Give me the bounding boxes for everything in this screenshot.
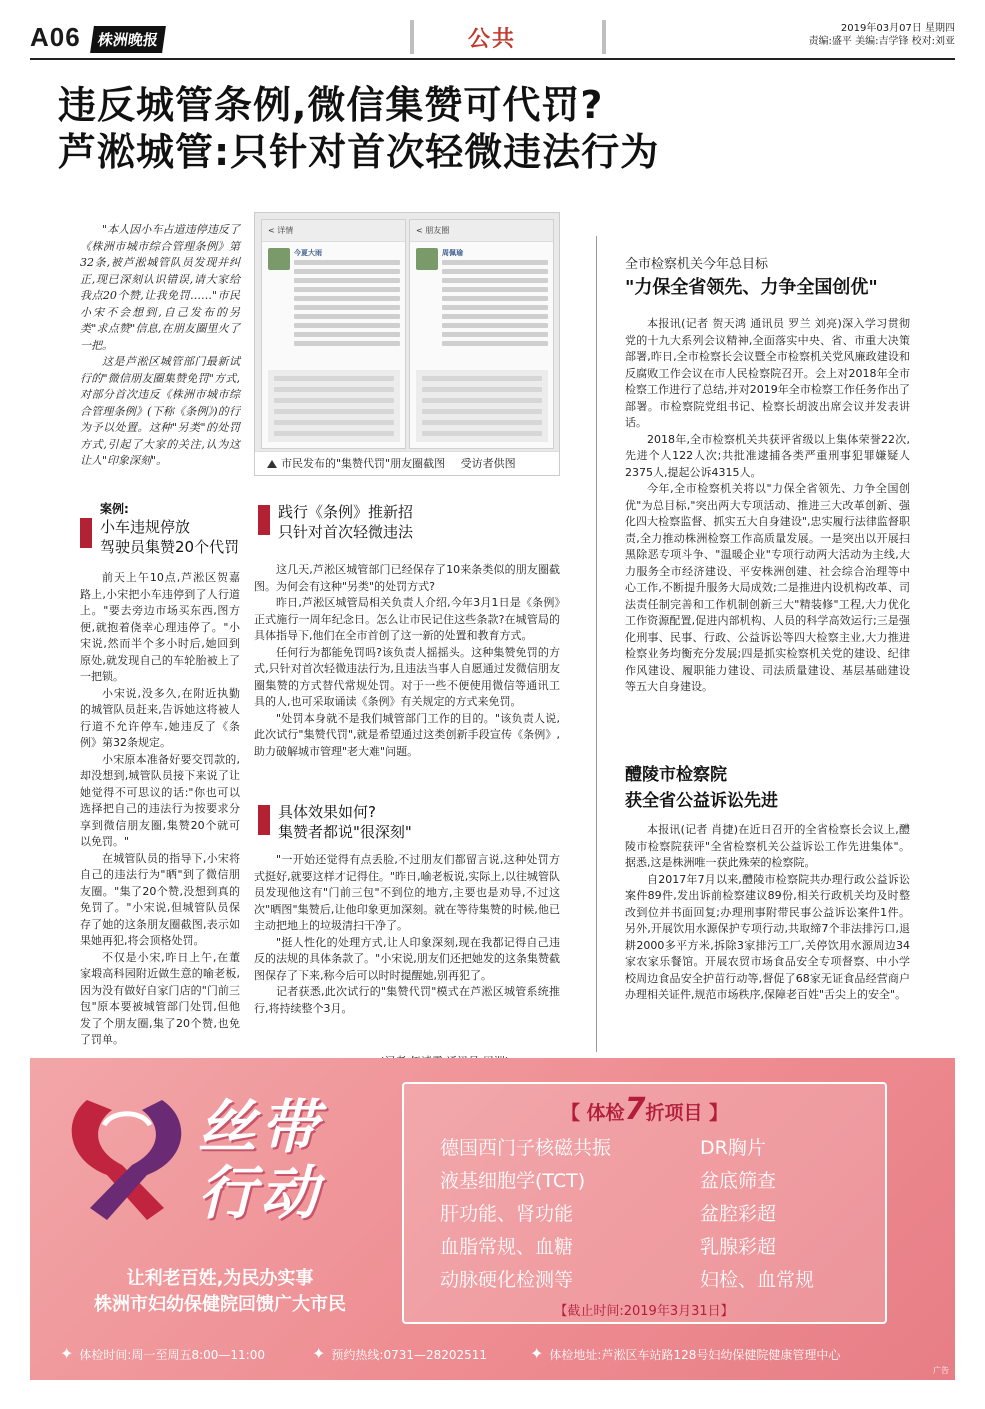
body-paragraph: 前天上午10点,芦淞区贺嘉路上,小宋把小车违停到了人行道上。"要去旁边市场买东西,图方便,就抱着侥幸心理违停了。"小宋说,然而半个多小时后,她回到原处,就发现自己的车轮胎被上了一把锁。 (80, 571, 240, 683)
phone-screen-right (409, 219, 554, 449)
likes-panel (268, 370, 400, 442)
photo-caption (255, 451, 559, 475)
ad-deadline: 【截止时间:2019年3月31日】 (554, 1304, 734, 1319)
right-article-1-kicker: 全市检察机关今年总目标 (625, 257, 769, 272)
avatar (268, 248, 290, 270)
right-article-1-body (625, 316, 910, 696)
masthead-rule (30, 58, 955, 60)
post-text-lines (294, 260, 400, 350)
ad-hours (60, 1344, 265, 1363)
subhead-case (80, 500, 245, 557)
section-title: 公共 (468, 26, 517, 52)
ad-item: 盆底筛查 (700, 1170, 777, 1192)
section-3-body (254, 852, 560, 1017)
ad-big-line-1: 丝带 (198, 1093, 323, 1161)
body-paragraph: 小宋原本准备好要交罚款的,却没想到,城管队员接下来说了让她觉得不可思议的话:"你也可以选择把自己的违法行为按要求分享到微信朋友圈,集赞20个就可以免罚。" (80, 752, 240, 848)
avatar (416, 248, 438, 270)
ad-item: 德国西门子核磁共振 (440, 1137, 612, 1159)
post-text-lines (442, 260, 548, 350)
subhead-line-2: 只针对首次轻微违法 (278, 523, 414, 541)
phone-text: 预约热线:0731—28202511 (331, 1348, 488, 1362)
ad-item: 动脉硬化检测等 (440, 1269, 574, 1291)
case-body (80, 570, 240, 1049)
caption-triangle-icon (267, 460, 277, 468)
page-number: A06 (30, 22, 81, 52)
editors-text: 责编:盛平 美编:吉学锋 校对:刘亚 (808, 36, 955, 47)
body-paragraph: 本报讯(记者 肖捷)在近日召开的全省检察长会议上,醴陵市检察院获评"全省检察机关公益诉讼工作先进集体"。据悉,这是株洲唯一获此殊荣的检察院。 (625, 823, 910, 869)
date-text: 2019年03月07日 星期四 (840, 23, 955, 34)
title-line-2: 获全省公益诉讼先进 (625, 791, 778, 811)
ad-slogan-2: 株洲市妇幼保健院回馈广大市民 (94, 1294, 346, 1315)
screen-header: < 详情 (262, 220, 405, 242)
sparkle-icon: ✦ (312, 1344, 326, 1363)
subhead-mark (258, 805, 270, 835)
body-paragraph: 任何行为都能免罚吗?该负责人摇摇头。这种集赞免罚的方式,只针对首次轻微违法行为,且违法当事人自愿通过发微信朋友圈集赞的方式替代常规处罚。对于一些不便使用微信等通讯工具的人,也可采取诵读《条例》有关规定的方式来免罚。 (254, 645, 560, 708)
ad-item: 血脂常规、血糖 (440, 1236, 574, 1258)
sparkle-icon: ✦ (530, 1344, 544, 1363)
body-paragraph: 自2017年7月以来,醴陵市检察院共办理行政公益诉讼案件89件,发出诉前检察建议89份,相关行政机关均及时整改到位并书面回复;办理刑事附带民事公益诉讼案件1件。另外,开展饮用水源保护专项行动,共取缔7个非法排污口,退耕2000多平方米,拆除3家排污工厂,关停饮用水源周边34家农家乐餐馆。开展农贸市场食品安全专项督察、中小学校周边食品安全护苗行动等,督促了68家无证食品经营商户办理相关证件,规范市场秩序,保障老百姓"舌尖上的安全"。 (625, 872, 910, 1001)
address-text: 体检地址:芦淞区车站路128号妇幼保健院健康管理中心 (549, 1348, 841, 1362)
subhead-section-3 (258, 802, 558, 842)
subhead-line-1: 具体效果如何? (278, 803, 376, 821)
right-article-2-body (625, 822, 910, 1004)
subhead-line-2: 驾驶员集赞20个代罚 (100, 538, 240, 556)
ad-item: 妇检、血常规 (700, 1269, 815, 1291)
advertisement (30, 1058, 955, 1380)
caption-credit: 受访者供图 (460, 457, 516, 470)
column-divider (596, 236, 597, 1052)
headline-line-1: 违反城管条例,微信集赞可代罚? (58, 83, 604, 127)
ad-item: 液基细胞学(TCT) (440, 1170, 586, 1192)
caption-text: 市民发布的"集赞代罚"朋友圈截图 (281, 457, 446, 470)
masthead (30, 20, 955, 60)
box-title-number: 7 (624, 1092, 646, 1127)
poster-name: 周佩瑜 (442, 249, 463, 257)
right-article-1-title: "力保全省领先、力争全国创优" (625, 277, 878, 298)
ad-items-right (700, 1132, 814, 1297)
phone-screen-left (261, 219, 406, 449)
intro-paragraph: 这是芦淞区城管部门最新试行的"微信朋友圈集赞免罚"方式,对部分首次违反《株洲市城市综合管理条例》(下称《条例》)的行为予以处置。这种"另类"的处罚方式,引起了大家的关注,认为这让人"印象深刻"。 (80, 355, 240, 467)
wechat-screenshot-photo (254, 212, 560, 476)
ad-phone (312, 1344, 487, 1363)
subhead-mark (258, 505, 270, 535)
sparkle-icon: ✦ (60, 1344, 74, 1363)
body-paragraph: "处罚本身就不是我们城管部门工作的目的。"该负责人说,此次试行"集赞代罚",就是希望通过这类创新手段宣传《条例》,助力破解城市管理"老大难"问题。 (254, 711, 560, 758)
subhead-line-1: 践行《条例》推新招 (278, 503, 414, 521)
section-divider-left (410, 20, 414, 54)
ad-big-title (198, 1094, 322, 1226)
section-2-body (254, 562, 560, 760)
newspaper-logo: 株洲晚报 (90, 26, 166, 53)
subhead-line-2: 集赞者都说"很深刻" (278, 823, 412, 841)
ad-item: 肝功能、肾功能 (440, 1203, 574, 1225)
body-paragraph: 在城管队员的指导下,小宋将自己的违法行为"晒"到了微信朋友圈。"集了20个赞,没想到真的免罚了。"小宋说,但城管队员保存了她的这条朋友圈截图,表示如果她再犯,将会顶格处罚。 (80, 851, 240, 947)
body-paragraph: "挺人性化的处理方式,让人印象深刻,现在我都记得自己违反的法规的具体条款了。"小宋说,朋友们还把她发的这条集赞截图保存了下来,称今后可以时时提醒她,别再犯了。 (254, 935, 560, 982)
subhead-mark (80, 518, 92, 548)
ad-slogan-1: 让利老百姓,为民办实事 (126, 1268, 314, 1289)
ad-footer (30, 1338, 955, 1368)
ad-items-box (402, 1082, 887, 1324)
ad-box-title (404, 1092, 885, 1127)
headline (58, 82, 938, 176)
body-paragraph: 今年,全市检察机关将以"力保全省领先、力争全国创优"为总目标,"突出两大专项活动、推进三大改革创新、强化四大检察监督、抓实五大自身建设",忠实履行法律监督职责,全力推动株洲检察工作高质量发展。一是突出以开展扫黑除恶专项斗争、"温暖企业"专项行动两大活动为主线,大力服务全市经济建设、平安株洲创建、社会综合治理等中心工作,不断提升服务大局成效;二是推进内设机构改革、司法责任制完善和工作机制创新三大"精装修"工程,大力优化工作资源配置,促进内部机构、人员的科学高效运行;三是强化刑事、民事、行政、公益诉讼等四大检察主业,大力推进检察业务均衡充分发展;四是抓实检察机关党的建设、纪律作风建设、履职能力建设、司法质量建设、基层基础建设等五大自身建设。 (625, 482, 910, 693)
body-paragraph: 昨日,芦淞区城管局相关负责人介绍,今年3月1日是《条例》正式施行一周年纪念日。怎么让市民记住这些条款?在城管局的具体指导下,他们在全市首创了这一新的处置和教育方式。 (254, 596, 560, 642)
likes-panel (416, 370, 548, 442)
body-paragraph: 不仅是小宋,昨日上午,在董家塅高科园附近做生意的喻老板,因为没有做好自家门店的"门前三包"原本要被城管部门处罚,但他发了个朋友圈,集了20个赞,也免了罚单。 (80, 950, 240, 1046)
body-paragraph: 这几天,芦淞区城管部门已经保存了10来条类似的朋友圈截图。为何会有这种"另类"的处罚方式? (254, 563, 560, 593)
ad-item: DR胸片 (700, 1137, 766, 1159)
intro-paragraph: "本人因小车占道违停违反了《株洲市城市综合管理条例》第32条,被芦淞城管队员发现并纠正,现已深刻认识错误,请大家给我点20个赞,让我免罚……"市民小宋不会想到,自己发布的另类"求点赞"信息,在朋友圈里火了一把。 (80, 223, 240, 352)
box-title-post: 折项目 】 (645, 1102, 729, 1124)
screen-header: < 朋友圈 (410, 220, 553, 242)
ad-address (530, 1344, 840, 1363)
right-article-2-title (625, 762, 778, 814)
body-paragraph: 小宋说,没多久,在附近执勤的城管队员赶来,告诉她这将被人行道不允许停车,她违反了《条例》第32条规定。 (80, 686, 240, 749)
article-intro (80, 222, 240, 470)
ad-tag: 广告 (933, 1366, 949, 1375)
title-line-1: 醴陵市检察院 (625, 765, 727, 785)
body-paragraph: 2018年,全市检察机关共获评省级以上集体荣誉22次,先进个人122人次;共批准逮捕各类严重刑事犯罪嫌疑人2375人,提起公诉4315人。 (625, 432, 910, 479)
section-divider-right (602, 20, 606, 54)
ad-big-line-2: 行动 (198, 1159, 323, 1227)
ribbon-logo-icon (52, 1080, 202, 1230)
body-paragraph: "一开始还觉得有点丢脸,不过朋友们都留言说,这种处罚方式挺好,就要这样才记得住。"昨日,喻老板说,实际上,以往城管队员发现他这有"门前三包"不到位的地方,主要也是劝导,不过这次"晒图"集赞后,让他印象更加深刻。就在等待集赞的时候,他已主动把地上的垃圾清扫干净了。 (254, 853, 560, 932)
subhead-line-1: 小车违规停放 (100, 518, 191, 536)
poster-name: 今夏大雨 (294, 249, 322, 257)
subhead-section-2 (258, 502, 558, 542)
subhead-pre: 案例: (100, 502, 129, 516)
dateline (809, 22, 955, 48)
ad-item: 盆腔彩超 (700, 1203, 777, 1225)
headline-line-2: 芦淞城管:只针对首次轻微违法行为 (58, 130, 660, 174)
ad-items-left (440, 1132, 611, 1297)
box-title-pre: 【 体检 (560, 1102, 625, 1124)
body-paragraph: 记者获悉,此次试行的"集赞代罚"模式在芦淞区城管系统推行,将持续整个3月。 (254, 985, 560, 1015)
ad-item: 乳腺彩超 (700, 1236, 777, 1258)
body-paragraph: 本报讯(记者 贺天鸿 通讯员 罗兰 刘亮)深入学习贯彻党的十九大系列会议精神,全面落实中央、省、市重大决策部署,昨日,全市检察长会议暨全市检察机关党风廉政建设和反腐败工作会议在市人民检察院召开。会上对2018年全市检察工作进行了总结,并对2019年全市检察工作任务作出了部署。市检察院党组书记、检察长胡波出席会议并发表讲话。 (625, 317, 910, 429)
hours-text: 体检时间:周一至周五8:00—11:00 (79, 1348, 265, 1362)
